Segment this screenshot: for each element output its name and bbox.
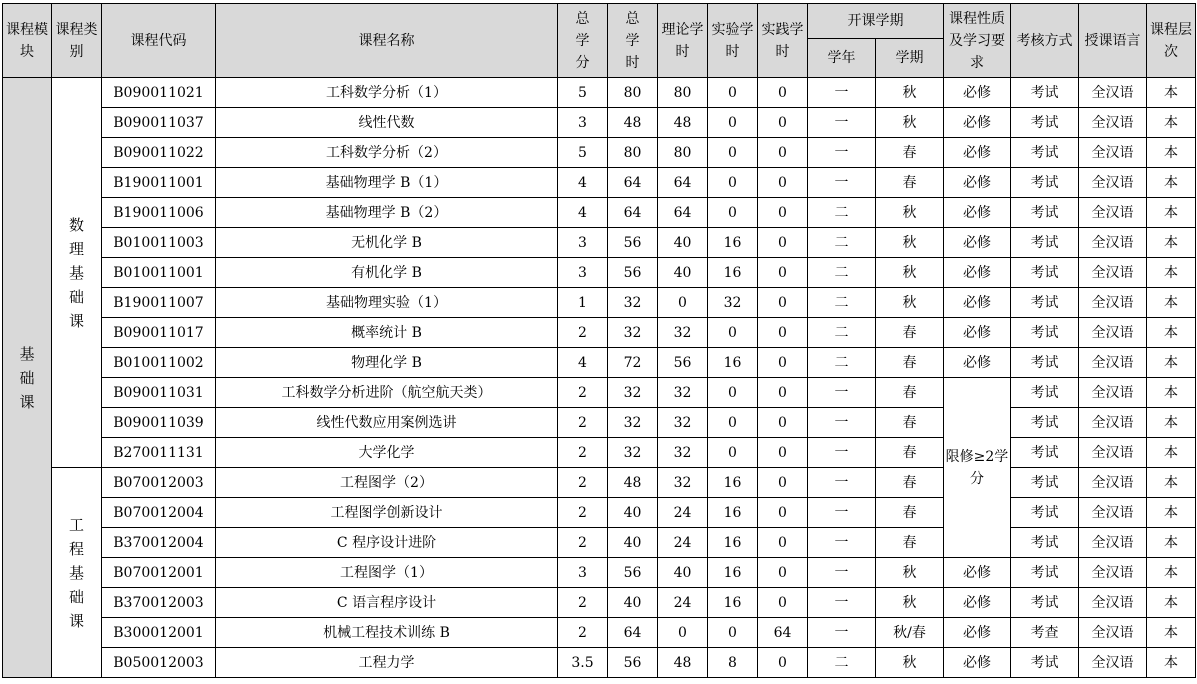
requirement-cell: 必修 [944, 168, 1011, 198]
assessment-cell: 考试 [1011, 588, 1079, 618]
header-assessment: 考核方式 [1011, 4, 1079, 78]
year-cell: 一 [808, 438, 876, 468]
credits-cell: 1 [558, 288, 608, 318]
table-row [3, 258, 1196, 288]
category-cell: 数理基础课 [52, 78, 102, 468]
term-cell: 秋 [876, 198, 944, 228]
year-cell: 一 [808, 408, 876, 438]
table-row [3, 528, 1196, 558]
term-cell: 秋 [876, 588, 944, 618]
course-code: B300012001 [102, 618, 216, 648]
practice-hours-cell: 0 [758, 318, 808, 348]
theory-hours-cell: 48 [658, 648, 708, 678]
level-cell: 本 [1147, 78, 1196, 108]
experiment-hours-cell: 16 [708, 528, 758, 558]
hours-cell: 40 [608, 528, 658, 558]
language-cell: 全汉语 [1079, 288, 1147, 318]
year-cell: 一 [808, 78, 876, 108]
hours-cell: 72 [608, 348, 658, 378]
table-row [3, 498, 1196, 528]
term-cell: 秋 [876, 108, 944, 138]
requirement-cell: 必修 [944, 228, 1011, 258]
year-cell: 一 [808, 528, 876, 558]
table-row [3, 168, 1196, 198]
experiment-hours-cell: 16 [708, 588, 758, 618]
theory-hours-cell: 32 [658, 318, 708, 348]
term-cell: 秋 [876, 648, 944, 678]
theory-hours-cell: 56 [658, 348, 708, 378]
course-name: 线性代数应用案例选讲 [216, 408, 558, 438]
language-cell: 全汉语 [1079, 348, 1147, 378]
table-row [3, 408, 1196, 438]
year-cell: 一 [808, 108, 876, 138]
course-name: 工程图学（1） [216, 558, 558, 588]
experiment-hours-cell: 0 [708, 318, 758, 348]
practice-hours-cell: 0 [758, 438, 808, 468]
experiment-hours-cell: 16 [708, 558, 758, 588]
assessment-cell: 考试 [1011, 558, 1079, 588]
level-cell: 本 [1147, 438, 1196, 468]
requirement-cell: 必修 [944, 618, 1011, 648]
course-code: B090011022 [102, 138, 216, 168]
credits-cell: 2 [558, 438, 608, 468]
experiment-hours-cell: 16 [708, 348, 758, 378]
term-cell: 春 [876, 138, 944, 168]
requirement-cell: 必修 [944, 588, 1011, 618]
practice-hours-cell: 0 [758, 288, 808, 318]
credits-cell: 2 [558, 468, 608, 498]
theory-hours-cell: 64 [658, 198, 708, 228]
table-row [3, 138, 1196, 168]
language-cell: 全汉语 [1079, 498, 1147, 528]
practice-hours-cell: 0 [758, 138, 808, 168]
credits-cell: 3 [558, 228, 608, 258]
term-cell: 春 [876, 378, 944, 408]
course-code: B090011039 [102, 408, 216, 438]
hours-cell: 80 [608, 138, 658, 168]
header-term: 学期 [876, 39, 944, 78]
credits-cell: 3 [558, 558, 608, 588]
experiment-hours-cell: 16 [708, 468, 758, 498]
theory-hours-cell: 0 [658, 618, 708, 648]
credits-cell: 3.5 [558, 648, 608, 678]
theory-hours-cell: 32 [658, 408, 708, 438]
term-cell: 春 [876, 498, 944, 528]
course-name: 基础物理学 B（2） [216, 198, 558, 228]
language-cell: 全汉语 [1079, 558, 1147, 588]
credits-cell: 3 [558, 258, 608, 288]
requirement-cell: 必修 [944, 198, 1011, 228]
course-code: B010011001 [102, 258, 216, 288]
practice-hours-cell: 0 [758, 588, 808, 618]
term-cell: 春 [876, 318, 944, 348]
practice-hours-cell: 0 [758, 528, 808, 558]
requirement-cell: 必修 [944, 558, 1011, 588]
table-row [3, 318, 1196, 348]
course-code: B370012004 [102, 528, 216, 558]
language-cell: 全汉语 [1079, 528, 1147, 558]
course-code: B370012003 [102, 588, 216, 618]
year-cell: 一 [808, 168, 876, 198]
table-row [3, 228, 1196, 258]
practice-hours-cell: 0 [758, 198, 808, 228]
level-cell: 本 [1147, 228, 1196, 258]
assessment-cell: 考试 [1011, 468, 1079, 498]
level-cell: 本 [1147, 288, 1196, 318]
requirement-cell: 必修 [944, 138, 1011, 168]
assessment-cell: 考试 [1011, 258, 1079, 288]
requirement-cell: 必修 [944, 258, 1011, 288]
year-cell: 二 [808, 228, 876, 258]
header-practice: 实践学时 [758, 4, 808, 78]
year-cell: 一 [808, 468, 876, 498]
hours-cell: 40 [608, 498, 658, 528]
header-code: 课程代码 [102, 4, 216, 78]
course-code: B090011017 [102, 318, 216, 348]
term-cell: 春 [876, 528, 944, 558]
credits-cell: 4 [558, 198, 608, 228]
table-row [3, 618, 1196, 648]
level-cell: 本 [1147, 588, 1196, 618]
language-cell: 全汉语 [1079, 78, 1147, 108]
hours-cell: 48 [608, 108, 658, 138]
hours-cell: 64 [608, 618, 658, 648]
practice-hours-cell: 0 [758, 78, 808, 108]
course-name: 工科数学分析（1） [216, 78, 558, 108]
header-level: 课程层次 [1147, 4, 1196, 78]
assessment-cell: 考查 [1011, 618, 1079, 648]
course-name: 工科数学分析（2） [216, 138, 558, 168]
assessment-cell: 考试 [1011, 198, 1079, 228]
requirement-cell: 必修 [944, 318, 1011, 348]
level-cell: 本 [1147, 618, 1196, 648]
hours-cell: 64 [608, 168, 658, 198]
assessment-cell: 考试 [1011, 378, 1079, 408]
experiment-hours-cell: 16 [708, 258, 758, 288]
year-cell: 二 [808, 288, 876, 318]
course-name: 基础物理实验（1） [216, 288, 558, 318]
language-cell: 全汉语 [1079, 408, 1147, 438]
practice-hours-cell: 0 [758, 228, 808, 258]
term-cell: 春 [876, 438, 944, 468]
course-code: B270011131 [102, 438, 216, 468]
credits-cell: 2 [558, 378, 608, 408]
table-row [3, 288, 1196, 318]
header-semester-group: 开课学期 [808, 4, 944, 39]
assessment-cell: 考试 [1011, 528, 1079, 558]
course-code: B090011021 [102, 78, 216, 108]
hours-cell: 56 [608, 258, 658, 288]
year-cell: 二 [808, 258, 876, 288]
header-experiment: 实验学时 [708, 4, 758, 78]
level-cell: 本 [1147, 648, 1196, 678]
theory-hours-cell: 40 [658, 258, 708, 288]
year-cell: 一 [808, 138, 876, 168]
theory-hours-cell: 0 [658, 288, 708, 318]
table-row [3, 348, 1196, 378]
year-cell: 一 [808, 558, 876, 588]
credits-cell: 3 [558, 108, 608, 138]
hours-cell: 32 [608, 288, 658, 318]
theory-hours-cell: 80 [658, 78, 708, 108]
experiment-hours-cell: 0 [708, 198, 758, 228]
table-row [3, 438, 1196, 468]
term-cell: 秋 [876, 288, 944, 318]
header-module: 课程模块 [3, 4, 52, 78]
term-cell: 秋 [876, 258, 944, 288]
theory-hours-cell: 32 [658, 438, 708, 468]
course-code: B190011006 [102, 198, 216, 228]
course-name: 工程图学（2） [216, 468, 558, 498]
course-code: B070012004 [102, 498, 216, 528]
language-cell: 全汉语 [1079, 318, 1147, 348]
credits-cell: 2 [558, 528, 608, 558]
hours-cell: 32 [608, 408, 658, 438]
language-cell: 全汉语 [1079, 618, 1147, 648]
header-category: 课程类别 [52, 4, 102, 78]
table-row [3, 558, 1196, 588]
level-cell: 本 [1147, 318, 1196, 348]
level-cell: 本 [1147, 468, 1196, 498]
experiment-hours-cell: 8 [708, 648, 758, 678]
theory-hours-cell: 48 [658, 108, 708, 138]
course-name: 有机化学 B [216, 258, 558, 288]
theory-hours-cell: 32 [658, 378, 708, 408]
course-code: B190011001 [102, 168, 216, 198]
term-cell: 秋/春 [876, 618, 944, 648]
language-cell: 全汉语 [1079, 378, 1147, 408]
experiment-hours-cell: 0 [708, 438, 758, 468]
table-row [3, 78, 1196, 108]
language-cell: 全汉语 [1079, 588, 1147, 618]
header-hours: 总学时 [608, 4, 658, 78]
practice-hours-cell: 0 [758, 648, 808, 678]
credits-cell: 2 [558, 588, 608, 618]
category-cell: 工程基础课 [52, 468, 102, 678]
year-cell: 二 [808, 318, 876, 348]
credits-cell: 4 [558, 168, 608, 198]
credits-cell: 4 [558, 348, 608, 378]
table-row [3, 588, 1196, 618]
practice-hours-cell: 0 [758, 498, 808, 528]
table-row [3, 648, 1196, 678]
experiment-hours-cell: 0 [708, 138, 758, 168]
hours-cell: 56 [608, 648, 658, 678]
assessment-cell: 考试 [1011, 288, 1079, 318]
course-name: C 程序设计进阶 [216, 528, 558, 558]
year-cell: 一 [808, 588, 876, 618]
credits-cell: 2 [558, 318, 608, 348]
course-code: B190011007 [102, 288, 216, 318]
course-code: B090011031 [102, 378, 216, 408]
level-cell: 本 [1147, 378, 1196, 408]
language-cell: 全汉语 [1079, 198, 1147, 228]
term-cell: 春 [876, 348, 944, 378]
experiment-hours-cell: 0 [708, 408, 758, 438]
header-credits: 总学分 [558, 4, 608, 78]
language-cell: 全汉语 [1079, 468, 1147, 498]
hours-cell: 48 [608, 468, 658, 498]
language-cell: 全汉语 [1079, 258, 1147, 288]
course-name: 工科数学分析进阶（航空航天类） [216, 378, 558, 408]
level-cell: 本 [1147, 108, 1196, 138]
course-code: B090011037 [102, 108, 216, 138]
level-cell: 本 [1147, 168, 1196, 198]
header-name: 课程名称 [216, 4, 558, 78]
assessment-cell: 考试 [1011, 648, 1079, 678]
language-cell: 全汉语 [1079, 648, 1147, 678]
course-table [2, 3, 1196, 678]
requirement-cell: 必修 [944, 108, 1011, 138]
practice-hours-cell: 0 [758, 108, 808, 138]
requirement-cell: 必修 [944, 348, 1011, 378]
practice-hours-cell: 0 [758, 348, 808, 378]
theory-hours-cell: 24 [658, 588, 708, 618]
assessment-cell: 考试 [1011, 498, 1079, 528]
year-cell: 二 [808, 198, 876, 228]
year-cell: 一 [808, 378, 876, 408]
course-name: 物理化学 B [216, 348, 558, 378]
course-code: B070012003 [102, 468, 216, 498]
hours-cell: 56 [608, 558, 658, 588]
year-cell: 一 [808, 498, 876, 528]
level-cell: 本 [1147, 408, 1196, 438]
term-cell: 秋 [876, 228, 944, 258]
requirement-cell: 必修 [944, 288, 1011, 318]
hours-cell: 56 [608, 228, 658, 258]
course-code: B050012003 [102, 648, 216, 678]
language-cell: 全汉语 [1079, 108, 1147, 138]
theory-hours-cell: 40 [658, 228, 708, 258]
module-cell: 基础课 [3, 78, 52, 678]
practice-hours-cell: 0 [758, 168, 808, 198]
experiment-hours-cell: 16 [708, 498, 758, 528]
assessment-cell: 考试 [1011, 408, 1079, 438]
language-cell: 全汉语 [1079, 228, 1147, 258]
assessment-cell: 考试 [1011, 438, 1079, 468]
header-requirement: 课程性质及学习要求 [944, 4, 1011, 78]
experiment-hours-cell: 0 [708, 618, 758, 648]
assessment-cell: 考试 [1011, 318, 1079, 348]
table-row [3, 468, 1196, 498]
course-code: B070012001 [102, 558, 216, 588]
course-name: 工程图学创新设计 [216, 498, 558, 528]
hours-cell: 32 [608, 318, 658, 348]
theory-hours-cell: 24 [658, 528, 708, 558]
term-cell: 春 [876, 468, 944, 498]
practice-hours-cell: 0 [758, 468, 808, 498]
assessment-cell: 考试 [1011, 228, 1079, 258]
theory-hours-cell: 64 [658, 168, 708, 198]
experiment-hours-cell: 0 [708, 108, 758, 138]
level-cell: 本 [1147, 528, 1196, 558]
table-row [3, 378, 1196, 408]
experiment-hours-cell: 16 [708, 228, 758, 258]
requirement-cell: 必修 [944, 78, 1011, 108]
hours-cell: 32 [608, 438, 658, 468]
course-name: 机械工程技术训练 B [216, 618, 558, 648]
course-code: B010011003 [102, 228, 216, 258]
experiment-hours-cell: 0 [708, 78, 758, 108]
table-row [3, 108, 1196, 138]
requirement-cell: 必修 [944, 648, 1011, 678]
language-cell: 全汉语 [1079, 168, 1147, 198]
hours-cell: 32 [608, 378, 658, 408]
practice-hours-cell: 0 [758, 258, 808, 288]
level-cell: 本 [1147, 258, 1196, 288]
experiment-hours-cell: 0 [708, 168, 758, 198]
practice-hours-cell: 0 [758, 378, 808, 408]
theory-hours-cell: 80 [658, 138, 708, 168]
level-cell: 本 [1147, 138, 1196, 168]
assessment-cell: 考试 [1011, 78, 1079, 108]
assessment-cell: 考试 [1011, 108, 1079, 138]
course-name: 基础物理学 B（1） [216, 168, 558, 198]
experiment-hours-cell: 32 [708, 288, 758, 318]
header-theory: 理论学时 [658, 4, 708, 78]
level-cell: 本 [1147, 348, 1196, 378]
course-name: 线性代数 [216, 108, 558, 138]
theory-hours-cell: 40 [658, 558, 708, 588]
level-cell: 本 [1147, 558, 1196, 588]
course-name: 概率统计 B [216, 318, 558, 348]
term-cell: 秋 [876, 558, 944, 588]
credits-cell: 2 [558, 618, 608, 648]
course-name: C 语言程序设计 [216, 588, 558, 618]
level-cell: 本 [1147, 198, 1196, 228]
language-cell: 全汉语 [1079, 138, 1147, 168]
practice-hours-cell: 0 [758, 558, 808, 588]
experiment-hours-cell: 0 [708, 378, 758, 408]
course-name: 大学化学 [216, 438, 558, 468]
hours-cell: 40 [608, 588, 658, 618]
level-cell: 本 [1147, 498, 1196, 528]
header-year: 学年 [808, 39, 876, 78]
language-cell: 全汉语 [1079, 438, 1147, 468]
credits-cell: 5 [558, 138, 608, 168]
theory-hours-cell: 32 [658, 468, 708, 498]
course-name: 工程力学 [216, 648, 558, 678]
year-cell: 一 [808, 618, 876, 648]
credits-cell: 5 [558, 78, 608, 108]
header-language: 授课语言 [1079, 4, 1147, 78]
term-cell: 秋 [876, 78, 944, 108]
credits-cell: 2 [558, 408, 608, 438]
assessment-cell: 考试 [1011, 348, 1079, 378]
credits-cell: 2 [558, 498, 608, 528]
assessment-cell: 考试 [1011, 168, 1079, 198]
course-code: B010011002 [102, 348, 216, 378]
assessment-cell: 考试 [1011, 138, 1079, 168]
table-row [3, 198, 1196, 228]
limit-requirement-cell: 限修≥2学分 [944, 378, 1011, 558]
hours-cell: 64 [608, 198, 658, 228]
year-cell: 二 [808, 348, 876, 378]
course-name: 无机化学 B [216, 228, 558, 258]
hours-cell: 80 [608, 78, 658, 108]
theory-hours-cell: 24 [658, 498, 708, 528]
practice-hours-cell: 64 [758, 618, 808, 648]
year-cell: 二 [808, 648, 876, 678]
practice-hours-cell: 0 [758, 408, 808, 438]
term-cell: 春 [876, 408, 944, 438]
term-cell: 春 [876, 168, 944, 198]
